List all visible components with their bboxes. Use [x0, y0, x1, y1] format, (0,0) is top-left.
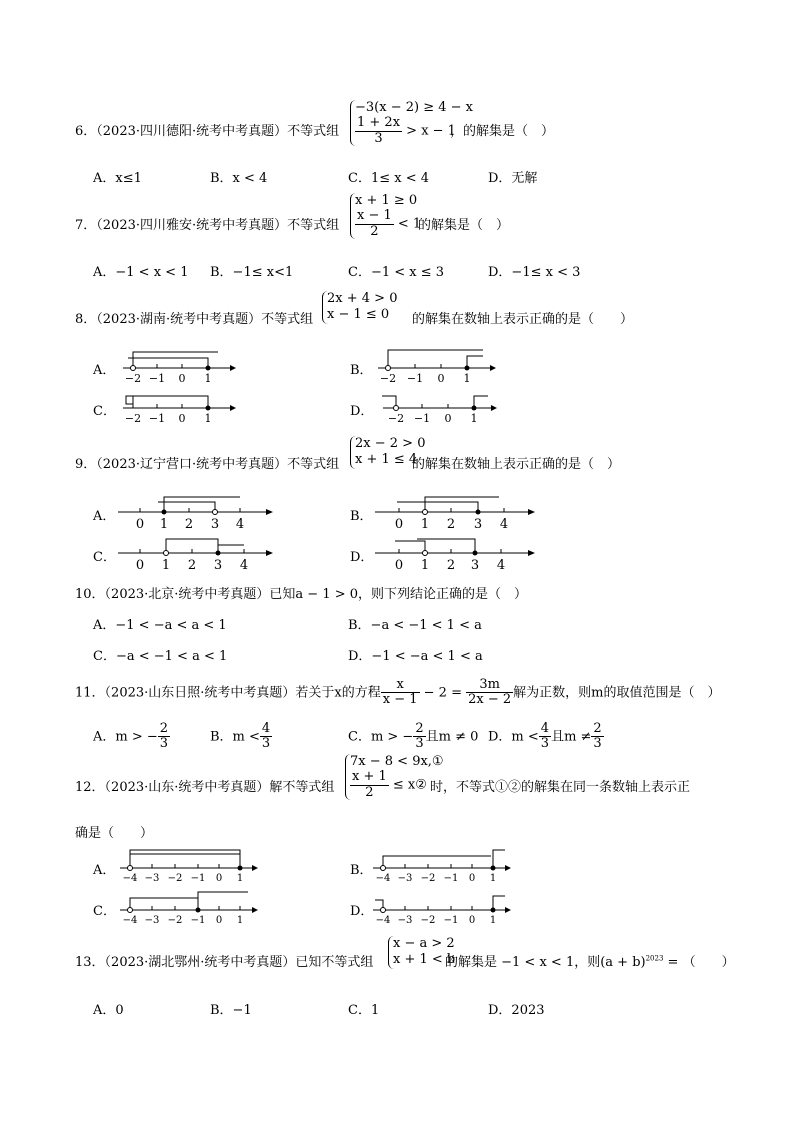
q10-option-c[interactable]: C．−a < −1 < a < 1 — [93, 649, 228, 664]
q9-option-b[interactable]: B． — [350, 509, 373, 524]
q7-stem — [75, 214, 339, 233]
tick-label: 0 — [178, 372, 186, 385]
q6-frac-num: 1 + 2x — [357, 115, 401, 131]
tick-label: −1 — [413, 412, 431, 425]
q13-option-b[interactable]: B．−1 — [210, 1003, 252, 1018]
q11-f2-num: 3m — [466, 678, 513, 693]
tick-label: −2 — [167, 915, 183, 926]
tick-label: 1 — [470, 412, 478, 425]
frac-den: 3 — [159, 736, 169, 752]
tick-label: 1 — [204, 412, 212, 425]
tick-label: 1 — [420, 517, 430, 532]
q11-option-c[interactable] — [348, 722, 478, 752]
q11-opt-a-pre: A．m > − — [93, 729, 158, 745]
q8-number-line-d — [378, 384, 503, 434]
q9-number-line-b — [375, 490, 540, 532]
q6-number: 6． — [75, 124, 97, 139]
q11-fraction-2 — [466, 678, 513, 708]
q13-sys-line2: x + 1 < b — [393, 952, 456, 968]
tick-label: −4 — [375, 873, 391, 884]
q6-stem — [75, 120, 339, 139]
q7-option-c[interactable]: C．−1 < x ≤ 3 — [348, 265, 445, 280]
q8-option-c[interactable]: C． — [93, 404, 116, 419]
q12-number-line-d — [373, 884, 515, 926]
q9-number-line-d — [375, 531, 540, 573]
tick-label: −4 — [375, 915, 391, 926]
q9-text-a: 不等式组 — [287, 457, 340, 472]
q8-number: 8． — [75, 312, 97, 327]
tick-label: −1 — [190, 915, 206, 926]
q9-stem — [75, 453, 339, 472]
q11-option-a[interactable] — [93, 722, 170, 752]
tick-label: −3 — [397, 873, 413, 884]
q12-option-a[interactable]: A． — [93, 863, 116, 878]
frac-num: 4 — [540, 721, 550, 736]
q7-frac-den: 2 — [370, 223, 379, 239]
q11-f2-den: 2x − 2 — [468, 692, 512, 708]
q12-text-a: 解不等式组 — [269, 780, 335, 795]
q11-opt-c-frac — [413, 722, 425, 752]
tick-label: −4 — [122, 873, 138, 884]
q6-option-d[interactable]: D．无解 — [488, 171, 538, 186]
q9-sys-line2: x + 1 ≤ 4 — [355, 452, 418, 468]
tick-label: −2 — [420, 873, 436, 884]
q8-stem — [75, 308, 313, 327]
q11-opt-c-pre: C．m > − — [348, 729, 414, 745]
q8-option-d[interactable]: D． — [350, 404, 374, 419]
q12-option-c[interactable]: C． — [93, 904, 116, 919]
q12-sys-line1: 7x − 8 < 9x,① — [350, 754, 444, 769]
frac-num: 2 — [415, 721, 424, 736]
q12-option-d[interactable]: D． — [350, 904, 374, 919]
tick-label: −2 — [124, 372, 142, 385]
q6-option-c[interactable]: C．1≤ x < 4 — [348, 171, 430, 186]
tick-label: 4 — [235, 517, 245, 532]
tick-label: −4 — [122, 915, 138, 926]
tick-label: −2 — [167, 873, 183, 884]
q13-number: 13． — [75, 955, 105, 970]
q8-option-a[interactable]: A． — [93, 363, 116, 378]
q6-sys-line1: −3(x − 2) ≥ 4 − x — [355, 100, 473, 115]
q12-frac-num: x + 1 — [352, 769, 387, 785]
q9-text-b: 的解集在数轴上表示正确的是（ ） — [412, 457, 621, 472]
q7-number: 7． — [75, 218, 97, 233]
q8-text-a: 不等式组 — [261, 312, 314, 327]
q6-frac-den: 3 — [374, 130, 383, 146]
tick-label: 0 — [468, 873, 476, 884]
q9-option-c[interactable]: C． — [93, 550, 116, 565]
q7-source: （2023·四川雅安·统考中考真题） — [96, 218, 288, 233]
tick-label: −1 — [406, 372, 424, 385]
tick-label: 3 — [470, 558, 480, 573]
q8-text-b: 的解集在数轴上表示正确的是（ ） — [412, 312, 634, 327]
q12-text-b: 时，不等式①②的解集在同一条数轴上表示正 — [430, 780, 691, 795]
tick-label: −2 — [379, 372, 397, 385]
q6-text-b: ，的解集是（ ） — [450, 124, 555, 139]
tick-label: 0 — [215, 873, 223, 884]
q8-system — [322, 291, 397, 324]
q11-opt-d-frac — [539, 722, 551, 752]
q11-fraction-1 — [381, 678, 420, 708]
q13-source: （2023·湖北鄂州·统考中考真题） — [104, 955, 296, 970]
tick-label: 2 — [446, 517, 456, 532]
frac-num: 2 — [159, 721, 169, 736]
frac-num: 2 — [593, 721, 602, 736]
q9-sys-line1: 2x − 2 > 0 — [355, 436, 426, 451]
tick-label: 1 — [489, 915, 497, 926]
tick-label: −1 — [443, 873, 459, 884]
q11-opt-d-mid: 且m ≠ — [551, 729, 592, 745]
tick-label: 1 — [204, 372, 212, 385]
q11-opt-c-post: 且m ≠ 0 — [425, 729, 479, 745]
q6-option-b[interactable]: B．x < 4 — [210, 171, 268, 186]
q11-f1-num: x — [381, 678, 420, 693]
tick-label: −3 — [144, 873, 160, 884]
q13-stem — [75, 951, 373, 970]
q10-option-d[interactable]: D．−1 < −a < 1 < a — [348, 649, 483, 664]
q12-option-b[interactable]: B． — [350, 863, 373, 878]
q10-stem — [75, 583, 527, 602]
q8-number-line-a — [118, 340, 238, 390]
tick-label: −1 — [443, 915, 459, 926]
q12-system — [345, 754, 444, 800]
tick-label: 0 — [215, 915, 223, 926]
tick-label: 1 — [236, 915, 244, 926]
q13-expr: (a + b) — [600, 955, 646, 970]
q7-sys-line1: x + 1 ≥ 0 — [355, 193, 418, 208]
q11-source: （2023·山东日照·统考中考真题） — [104, 685, 296, 701]
q7-sys-line2 — [355, 209, 421, 239]
q12-text-c: 确是（ ） — [75, 826, 154, 841]
tick-label: 0 — [135, 558, 145, 573]
q11-stem — [75, 678, 720, 708]
q13-text-c: = （ ） — [663, 955, 735, 970]
q11-f1-den: x − 1 — [382, 692, 418, 708]
q9-number: 9． — [75, 457, 97, 472]
tick-label: −2 — [124, 412, 142, 425]
q10-number: 10． — [75, 587, 105, 602]
q13-sys-line1: x − a > 2 — [393, 936, 455, 951]
frac-den: 3 — [415, 736, 424, 752]
q13-exponent: 2023 — [645, 954, 664, 963]
q11-text-a: 若关于x的方程 — [295, 685, 381, 701]
q12-sys-rest: ≤ x② — [388, 777, 427, 793]
tick-label: −2 — [420, 915, 436, 926]
q12-stem — [75, 776, 334, 795]
tick-label: 0 — [178, 412, 186, 425]
tick-label: 1 — [489, 873, 497, 884]
tick-label: 1 — [161, 558, 171, 573]
tick-label: 3 — [213, 558, 223, 573]
tick-label: 1 — [463, 372, 471, 385]
q12-number-line-a — [120, 842, 262, 884]
q7-text-a: 不等式组 — [287, 218, 340, 233]
q8-sys-line2: x − 1 ≤ 0 — [327, 307, 390, 323]
q8-option-b[interactable]: B． — [350, 363, 373, 378]
q7-frac-num: x − 1 — [357, 208, 392, 224]
q13-text-b: 的解集是 −1 < x < 1，则 — [445, 955, 601, 970]
q6-sys-rest: > x − 1 — [402, 123, 456, 139]
q8-sys-line1: 2x + 4 > 0 — [327, 291, 398, 306]
tick-label: 0 — [437, 372, 445, 385]
q13-tail — [445, 951, 735, 970]
tick-label: −1 — [148, 372, 166, 385]
tick-label: 1 — [236, 873, 244, 884]
tick-label: 0 — [394, 517, 404, 532]
q11-opt-a-frac — [158, 722, 170, 752]
q8-number-line-c — [118, 384, 238, 434]
tick-label: 4 — [499, 517, 509, 532]
tick-label: 0 — [135, 517, 145, 532]
q7-system — [350, 193, 421, 239]
q8-number-line-b — [373, 340, 498, 390]
tick-label: 1 — [159, 517, 169, 532]
q13-option-c[interactable]: C．1 — [348, 1003, 380, 1018]
q11-opt-d-pre: D．m < — [488, 729, 539, 745]
q11-opt-b-pre: B．m < — [210, 729, 260, 745]
tick-label: −1 — [148, 412, 166, 425]
frac-num: 4 — [261, 721, 271, 736]
tick-label: 2 — [187, 558, 197, 573]
q11-opt-b-frac — [260, 722, 272, 752]
q12-number-line-c — [120, 884, 262, 926]
tick-label: 4 — [239, 558, 249, 573]
q11-opt-d-frac2 — [591, 722, 603, 752]
q13-option-d[interactable]: D．2023 — [488, 1003, 545, 1018]
q12-source: （2023·山东·统考中考真题） — [104, 780, 270, 795]
frac-den: 3 — [261, 736, 271, 752]
tick-label: 0 — [468, 915, 476, 926]
q9-number-line-a — [118, 490, 278, 532]
tick-label: −3 — [144, 915, 160, 926]
tick-label: 3 — [473, 517, 483, 532]
tick-label: 4 — [496, 558, 506, 573]
q12-number-line-b — [373, 842, 515, 884]
tick-label: 0 — [394, 558, 404, 573]
q9-option-d[interactable]: D． — [350, 550, 374, 565]
q8-source: （2023·湖南·统考中考真题） — [96, 312, 262, 327]
q10-option-b[interactable]: B．−a < −1 < 1 < a — [348, 618, 482, 633]
q7-text-b: 的解集是（ ） — [418, 218, 510, 233]
q9-number-line-c — [118, 531, 278, 573]
q12-number: 12． — [75, 780, 105, 795]
q11-option-d[interactable] — [488, 722, 604, 752]
q11-mid: − 2 = — [419, 685, 467, 701]
q7-option-d[interactable]: D．−1≤ x < 3 — [488, 265, 581, 280]
tick-label: 2 — [446, 558, 456, 573]
tick-label: 2 — [184, 517, 194, 532]
tick-label: 3 — [210, 517, 220, 532]
frac-den: 3 — [540, 736, 550, 752]
q7-option-b[interactable]: B．−1≤ x<1 — [210, 265, 294, 280]
frac-den: 3 — [593, 736, 602, 752]
q11-text-b: 解为正数，则m的取值范围是（ ） — [513, 685, 721, 701]
q6-source: （2023·四川德阳·统考中考真题） — [96, 124, 288, 139]
tick-label: −3 — [397, 915, 413, 926]
q9-option-a[interactable]: A． — [93, 509, 116, 524]
q11-number: 11． — [75, 685, 105, 701]
q10-option-a[interactable]: A．−1 < −a < a < 1 — [93, 618, 227, 633]
q13-text-a: 已知不等式组 — [295, 955, 374, 970]
q12-frac-den: 2 — [365, 784, 374, 800]
q11-option-b[interactable] — [210, 722, 272, 752]
q6-text-a: 不等式组 — [287, 124, 340, 139]
tick-label: −1 — [190, 873, 206, 884]
q13-option-a[interactable]: A．0 — [93, 1003, 124, 1018]
tick-label: 0 — [444, 412, 452, 425]
tick-label: 1 — [420, 558, 430, 573]
q7-option-a[interactable]: A．−1 < x < 1 — [93, 265, 189, 280]
q6-option-a[interactable]: A．x≤1 — [93, 171, 142, 186]
q10-text: 已知a − 1 > 0，则下列结论正确的是（ ） — [269, 587, 528, 602]
tick-label: −2 — [387, 412, 405, 425]
q10-source: （2023·北京·统考中考真题） — [104, 587, 270, 602]
q7-sys-rest: < 1 — [393, 216, 422, 232]
q9-source: （2023·辽宁营口·统考中考真题） — [96, 457, 288, 472]
